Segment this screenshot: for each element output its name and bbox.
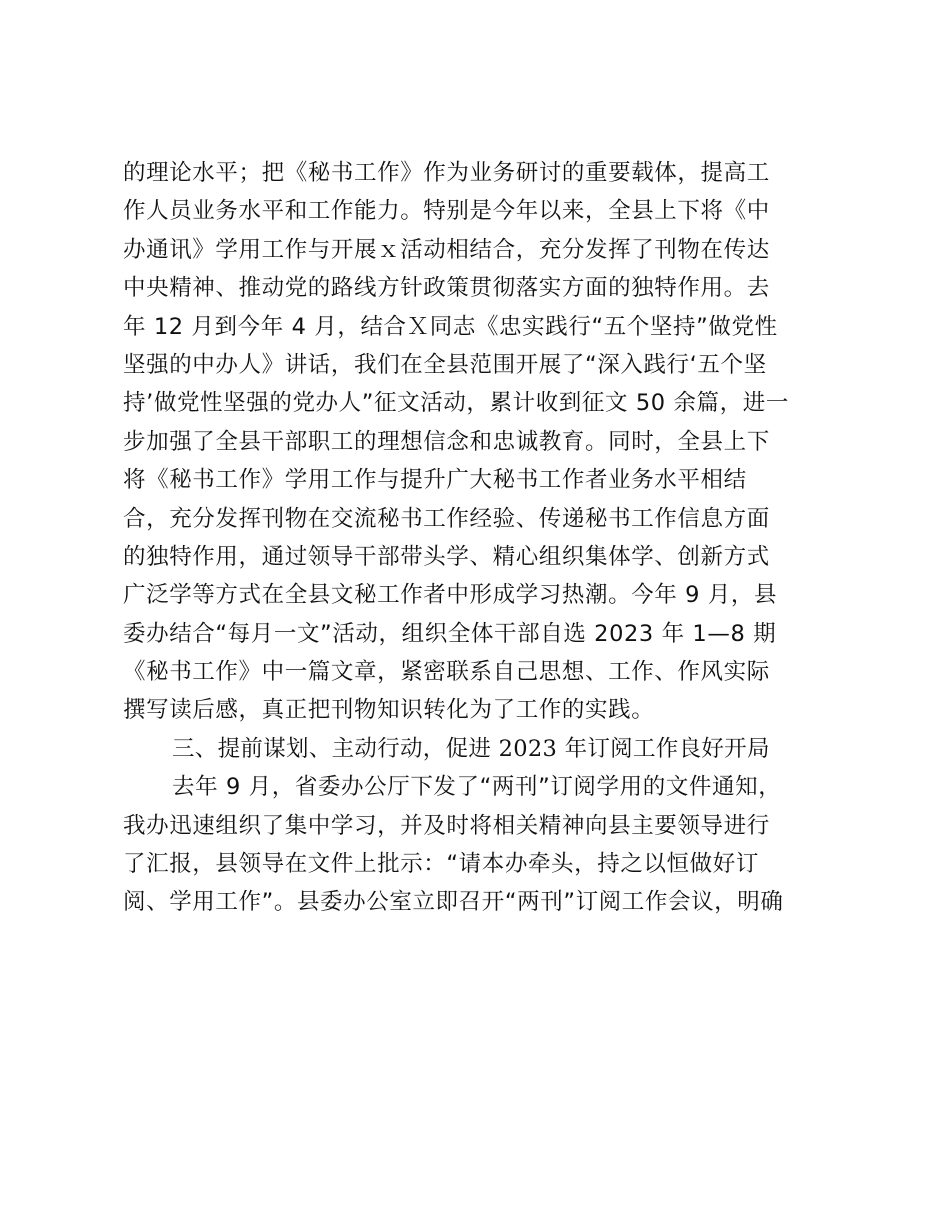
paragraph-line: 阅、学用工作”。县委办公室立即召开“两刊”订阅工作会议，明确 [123,889,784,916]
paragraph-line: 了汇报，县领导在文件上批示：“请本办牵头，持之以恒做好订 [123,851,759,878]
paragraph-line: 的独特作用，通过领导干部带头学、精心组织集体学、创新方式 [123,543,770,570]
paragraph-line: 持’做党性坚强的党办人”征文活动，累计收到征文 50 余篇，进一 [123,390,789,417]
paragraph-line: 撰写读后感，真正把刊物知识转化为了工作的实践。 [123,697,655,724]
paragraph-line: 坚强的中办人》讲话，我们在全县范围开展了“深入践行‘五个坚 [123,351,767,378]
paragraph-line: 办通讯》学用工作与开展ｘ活动相结合，充分发挥了刊物在传达 [123,236,770,263]
document-body [123,154,833,922]
paragraph-line: 广泛学等方式在全县文秘工作者中形成学习热潮。今年 9 月，县 [123,582,778,609]
paragraph-line: 去年 9 月，省委办公厅下发了“两刊”订阅学用的文件通知， [172,774,782,801]
paragraph-line: 中央精神、推动党的路线方针政策贯彻落实方面的独特作用。去 [123,275,770,302]
section-heading: 三、提前谋划、主动行动，促进 2023 年订阅工作良好开局 [172,735,770,762]
paragraph-line: 我办迅速组织了集中学习，并及时将相关精神向县主要领导进行 [123,812,770,839]
paragraph-line: 作人员业务水平和工作能力。特别是今年以来，全县上下将《中 [123,198,770,225]
paragraph-line: 的理论水平；把《秘书工作》作为业务研讨的重要载体，提高工 [123,160,770,186]
paragraph-line: 将《秘书工作》学用工作与提升广大秘书工作者业务水平相结 [123,467,747,494]
paragraph-line: 合，充分发挥刊物在交流秘书工作经验、传递秘书工作信息方面 [123,505,770,532]
paragraph-line: 《秘书工作》中一篇文章，紧密联系自己思想、工作、作风实际 [123,659,770,686]
paragraph-line: 年 12 月到今年 4 月，结合Ｘ同志《忠实践行“五个坚持”做党性 [123,313,778,340]
paragraph-line: 委办结合“每月一文”活动，组织全体干部自选 2023 年 1—8 期 [123,620,777,647]
paragraph-line: 步加强了全县干部职工的理想信念和忠诚教育。同时，全县上下 [123,428,770,455]
